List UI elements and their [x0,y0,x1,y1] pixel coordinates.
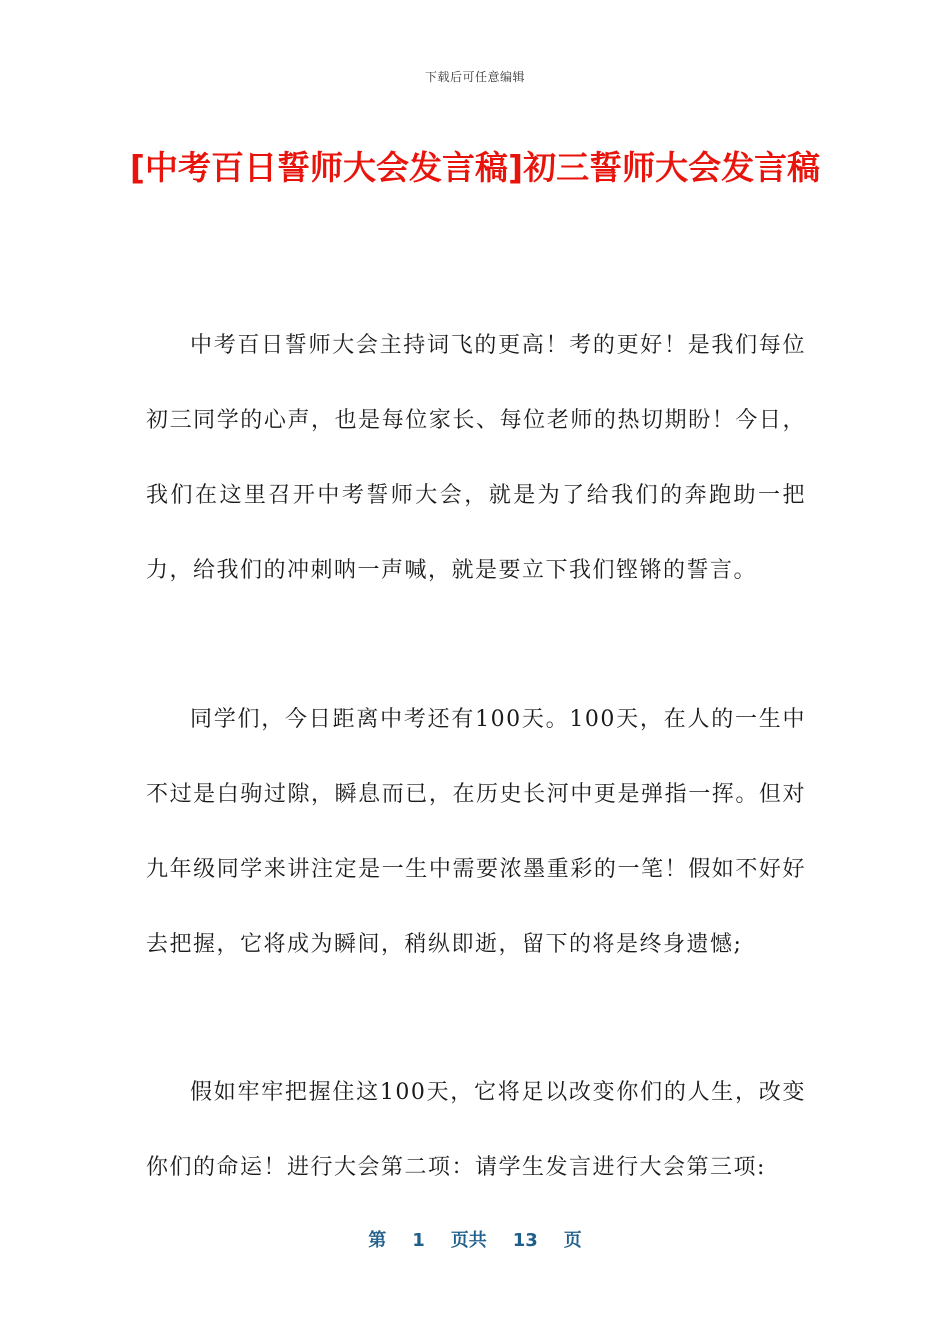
document-title: [中考百日誓师大会发言稿]初三誓师大会发言稿 [129,148,821,187]
page-footer [0,1226,950,1252]
page-suffix: 页 [563,1230,582,1251]
paragraph-1: 中考百日誓师大会主持词飞的更高！考的更好！是我们每位初三同学的心声，也是每位家长、每位老师的热切期盼！今日，我们在这里召开中考誓师大会，就是为了给我们的奔跑助一把力，给我们的冲刺呐一声喊，就是要立下我们铿锵的誓言。 [146,333,806,583]
paragraph-2: 同学们，今日距离中考还有100天。100天，在人的一生中不过是白驹过隙，瞬息而已，在历史长河中更是弹指一挥。但对九年级同学来讲注定是一生中需要浓墨重彩的一笔！假如不好好去把握，它将成为瞬间，稍纵即逝，留下的将是终身遗憾; [146,707,806,957]
page-prefix: 第 [368,1230,387,1251]
total-pages-number: 13 [512,1230,538,1251]
header-note: 下载后可任意编辑 [424,70,525,84]
paragraph-3: 假如牢牢把握住这100天，它将足以改变你们的人生，改变你们的命运！进行大会第二项：请学生发言进行大会第三项: [146,1080,806,1180]
page-middle: 页共 [450,1230,487,1251]
current-page-number: 1 [412,1230,425,1251]
